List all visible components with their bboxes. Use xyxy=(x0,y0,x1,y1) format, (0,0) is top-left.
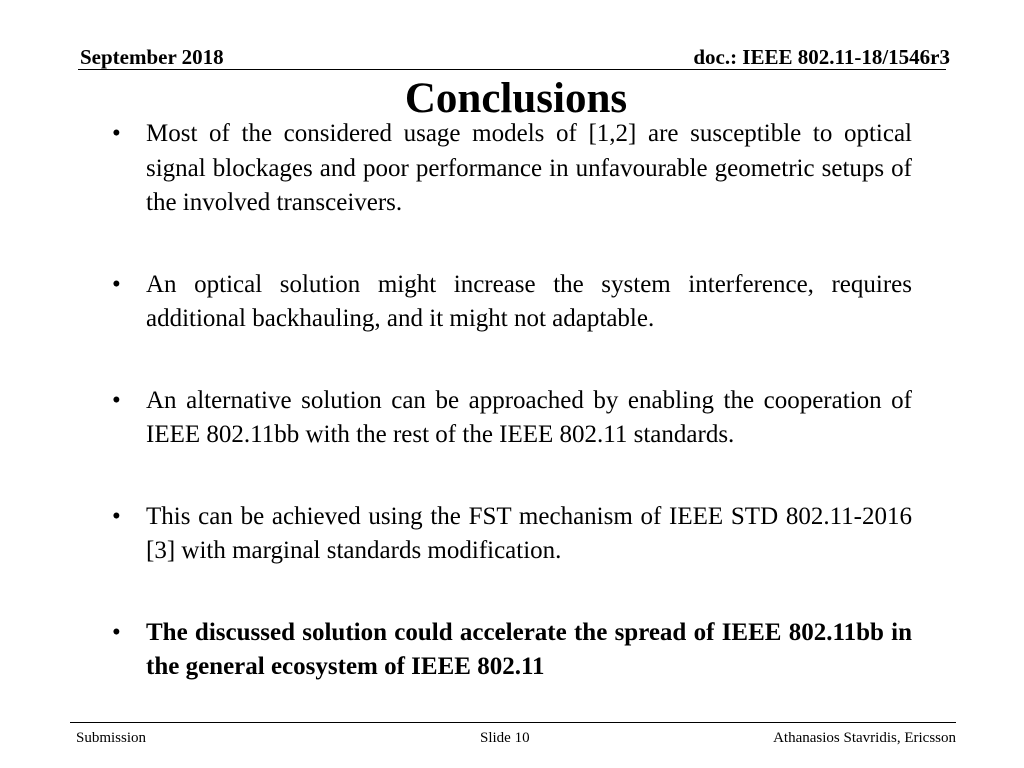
bullet-item xyxy=(112,117,912,221)
bullet-text: An optical solution might increase the system interference, requires additional backhauling, and it might not adaptable. xyxy=(146,270,912,332)
bullet-item-emphasized xyxy=(112,616,912,685)
bullet-text: The discussed solution could accelerate the spread of IEEE 802.11bb in the general ecosystem of IEEE 802.11 xyxy=(146,618,912,680)
footer-divider xyxy=(70,722,956,723)
bullet-item xyxy=(112,500,912,569)
header-divider xyxy=(78,69,946,70)
header-doc-id: doc.: IEEE 802.11-18/1546r3 xyxy=(693,45,950,69)
bullet-item xyxy=(112,268,912,337)
bullet-list xyxy=(112,117,912,685)
bullet-text: This can be achieved using the FST mechanism of IEEE STD 802.11-2016 [3] with marginal standards modification. xyxy=(146,502,912,564)
bullet-item xyxy=(112,384,912,453)
bullet-marker: • xyxy=(112,618,121,646)
footer-slide-number: Slide 10 xyxy=(480,730,530,746)
footer-submission: Submission xyxy=(76,730,147,746)
bullet-marker: • xyxy=(112,386,121,414)
bullet-marker: • xyxy=(112,270,121,298)
bullet-text: Most of the considered usage models of [1,2] are susceptible to optical signal blockages and poor performance in unfavourable geometric setups of the involved transceivers. xyxy=(146,120,912,216)
footer-author: Athanasios Stavridis, Ericsson xyxy=(773,730,956,746)
header-date: September 2018 xyxy=(80,45,224,69)
slide-title: Conclusions xyxy=(404,75,628,122)
bullet-text: An alternative solution can be approached by enabling the cooperation of IEEE 802.11bb with the rest of the IEEE 802.11 standards. xyxy=(146,386,912,448)
bullet-marker: • xyxy=(112,120,121,147)
bullet-marker: • xyxy=(112,502,121,530)
